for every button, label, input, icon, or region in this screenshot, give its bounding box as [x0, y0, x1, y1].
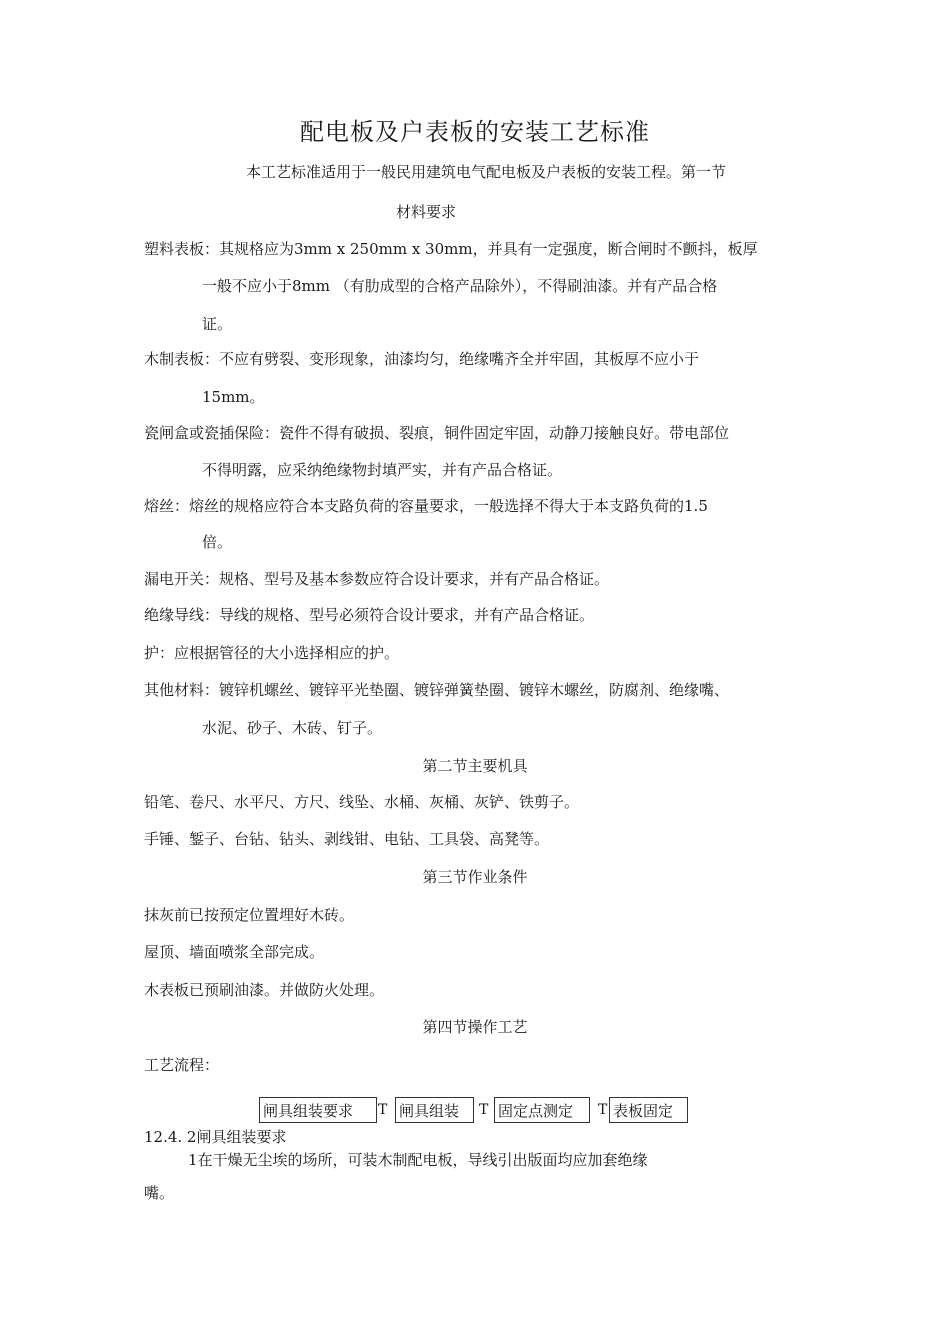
material-wood-line2: 15mm。 [202, 388, 265, 406]
section2-heading: 第二节主要机具 [422, 757, 528, 775]
flow-step-assembly: 闸具组装 [395, 1097, 474, 1123]
flow-step-fixing-point: 固定点测定 [494, 1097, 590, 1123]
material-insulated-wire: 绝缘导线：导线的规格、型号必须符合设计要求，并有产品合格证。 [144, 606, 595, 624]
material-leakage-switch: 漏电开关：规格、型号及基本参数应符合设计要求，并有产品合格证。 [144, 570, 610, 588]
material-porcelain-line1: 瓷闸盒或瓷插保险：瓷件不得有破损、裂痕，铜件固定牢固，动静刀接触良好。带电部位 [144, 424, 730, 442]
condition-line1: 抹灰前已按预定位置埋好木砖。 [144, 906, 355, 924]
material-plastic-line3: 证。 [202, 315, 233, 333]
section3-heading: 第三节作业条件 [422, 868, 528, 886]
page-title: 配电板及户表板的安装工艺标准 [300, 118, 650, 146]
condition-line2: 屋顶、墙面喷浆全部完成。 [144, 943, 325, 961]
material-porcelain-line2: 不得明露，应采纳绝缘物封填严实，并有产品合格证。 [202, 461, 563, 479]
intro-paragraph: 本工艺标准适用于一般民用建筑电气配电板及户表板的安装工程。第一节 [246, 163, 727, 181]
section4-heading: 第四节操作工艺 [422, 1018, 528, 1036]
flow-step-board-fixing: 表板固定 [609, 1097, 688, 1123]
paragraph-1: 1在干燥无尘埃的场所，可装木制配电板，导线引出版面均应加套绝缘 [188, 1151, 648, 1169]
flow-arrow-3: T [598, 1102, 608, 1118]
material-other-line2: 水泥、砂子、木砖、钉子。 [202, 719, 383, 737]
flow-arrow-2: T [479, 1102, 489, 1118]
tools-line1: 铅笔、卷尺、水平尺、方尺、线坠、水桶、灰桶、灰铲、铁剪子。 [144, 793, 580, 811]
material-guard: 护：应根据管径的大小选择相应的护。 [144, 644, 400, 662]
material-other-line1: 其他材料：镀锌机螺丝、镀锌平光垫圈、镀锌弹簧垫圈、镀锌木螺丝，防腐剂、绝缘嘴、 [144, 681, 730, 699]
paragraph-1-continued: 嘴。 [144, 1184, 175, 1202]
subheading: 12.4. 2闸具组装要求 [144, 1128, 287, 1146]
flow-arrow-1: T [378, 1102, 388, 1118]
material-fuse-line2: 倍。 [202, 533, 233, 551]
flow-label: 工艺流程： [144, 1056, 220, 1074]
flow-step-assembly-requirements: 闸具组装要求 [259, 1097, 377, 1123]
section1-heading: 材料要求 [396, 203, 457, 221]
material-plastic-line1: 塑料表板：其规格应为3mm x 250mm x 30mm，并具有一定强度，断合闸时不颤抖，板厚 [144, 240, 758, 258]
condition-line3: 木表板已预刷油漆。并做防火处理。 [144, 981, 385, 999]
material-fuse-line1: 熔丝：熔丝的规格应符合本支路负荷的容量要求，一般选择不得大于本支路负荷的1.5 [144, 497, 708, 515]
tools-line2: 手锤、錾子、台钻、钻头、剥线钳、电钻、工具袋、高凳等。 [144, 830, 550, 848]
material-wood-line1: 木制表板：不应有劈裂、变形现象，油漆均匀，绝缘嘴齐全并牢固，其板厚不应小于 [144, 350, 700, 368]
material-plastic-line2: 一般不应小于8mm （有肋成型的合格产品除外），不得刷油漆。并有产品合格 [202, 277, 718, 295]
